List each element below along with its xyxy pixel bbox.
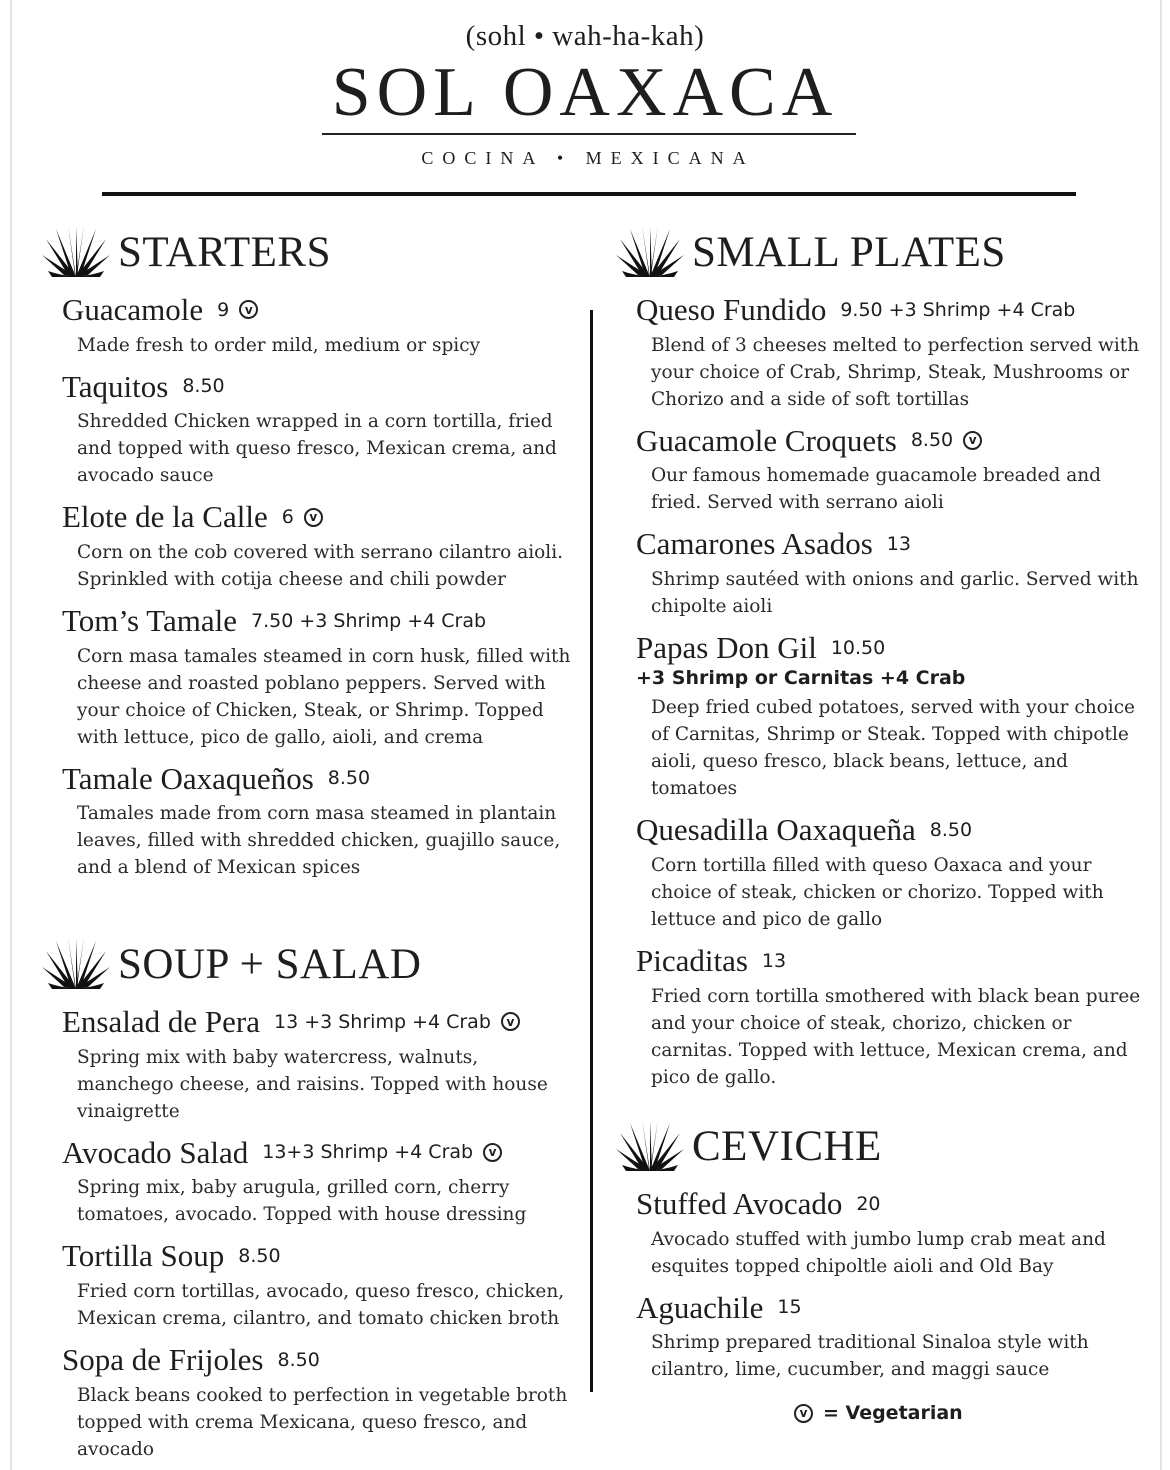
menu-item-header <box>636 526 1154 562</box>
vegetarian-icon: v <box>501 1012 520 1031</box>
menu-item-price: 10.50 <box>830 636 886 659</box>
menu-item-name: Sopa de Frijoles <box>62 1341 264 1377</box>
menu-item-description: Our famous homemade guacamole breaded and fried. Served with serrano aioli <box>651 465 1102 514</box>
menu-item-description: Blend of 3 cheeses melted to perfection served with your choice of Crab, Shrimp, Steak, Mushrooms or Chorizo and a side of soft tortillas <box>651 334 1140 410</box>
header-rule <box>102 192 1076 196</box>
menu-item-name: Guacamole Croquets <box>636 422 897 458</box>
section-title: STARTERS <box>118 228 332 276</box>
menu-item-price: 8.50 <box>929 819 973 842</box>
menu-item-header <box>636 1186 1154 1222</box>
menu-item-header <box>62 603 575 639</box>
starters-section <box>40 222 575 881</box>
agave-icon <box>40 937 112 991</box>
menu-item-price: 13 <box>886 533 911 556</box>
page-border-left <box>10 0 12 1470</box>
menu-item-header <box>636 812 1154 848</box>
menu-item-name: Aguachile <box>636 1289 764 1325</box>
menu-item <box>40 761 575 882</box>
menu-item <box>40 1238 575 1332</box>
vegetarian-icon: v <box>304 508 323 527</box>
section-header <box>614 222 1154 282</box>
menu-item-header <box>62 1238 575 1274</box>
soup-salad-section <box>40 934 575 1463</box>
menu-item-description: Spring mix, baby arugula, grilled corn, cherry tomatoes, avocado. Topped with house dressing <box>77 1177 527 1226</box>
menu-item-description: Avocado stuffed with jumbo lump crab meat and esquites topped chipoltle aioli and Old Bay <box>651 1228 1106 1277</box>
menu-item <box>614 630 1154 802</box>
menu-item-header <box>636 943 1154 979</box>
menu-item <box>614 812 1154 933</box>
menu-item-price: 8.50 <box>182 375 225 398</box>
menu-item <box>40 1004 575 1125</box>
menu-item-name: Stuffed Avocado <box>636 1186 843 1221</box>
menu-item-name: Camarones Asados <box>636 526 873 562</box>
menu-item-price: 20 <box>856 1192 881 1215</box>
menu-item-description: Shrimp prepared traditional Sinaloa style with cilantro, lime, cucumber, and maggi sauce <box>651 1332 1089 1381</box>
menu-item-price: 13+3 Shrimp +4 Crab <box>262 1141 474 1164</box>
tagline: COCINA • MEXICANA <box>421 148 755 168</box>
menu-item-name: Ensalad de Pera <box>62 1004 260 1039</box>
section-title: SOUP + SALAD <box>118 940 422 988</box>
brand-title: SOL OAXACA <box>331 54 839 131</box>
menu-item-header <box>62 761 575 797</box>
menu-item-header <box>636 423 1154 459</box>
vegetarian-icon: v <box>963 431 982 450</box>
section-header <box>40 934 575 994</box>
pronunciation: (sohl • wah-ha-kah) <box>465 20 705 52</box>
menu-item-price: 8.50 <box>910 429 954 452</box>
section-title: CEVICHE <box>692 1122 882 1170</box>
small-plates-section <box>614 222 1154 1091</box>
menu-item <box>40 603 575 751</box>
menu-item-description: Tamales made from corn masa steamed in plantain leaves, filled with shredded chicken, guajillo sauce, and a blend of Mexican spices <box>77 803 561 879</box>
menu-item-price: 8.50 <box>277 1348 320 1371</box>
menu-item-header <box>62 292 575 328</box>
menu-item-name: Tamale Oaxaqueños <box>62 760 314 796</box>
menu-item <box>614 526 1154 620</box>
menu-item-description: Fried corn tortillas, avocado, queso fresco, chicken, Mexican crema, cilantro, and tomato chicken broth <box>77 1280 565 1329</box>
menu-item-header <box>62 1342 575 1378</box>
item-list <box>40 1004 575 1463</box>
item-list <box>614 1186 1154 1383</box>
menu-item-name: Elote de la Calle <box>62 499 268 535</box>
menu-item-price: 13 <box>761 949 787 972</box>
menu-item-addons: +3 Shrimp or Carnitas +4 Crab <box>636 666 966 689</box>
menu-item <box>40 1135 575 1229</box>
vegetarian-icon: v <box>239 300 258 319</box>
menu-item-header <box>636 292 1154 328</box>
menu-item-header <box>62 499 575 535</box>
menu-item <box>40 499 575 593</box>
item-list <box>40 292 575 881</box>
menu-item-name: Picaditas <box>636 942 748 978</box>
menu-item-name: Papas Don Gil <box>636 629 817 665</box>
menu-item-price: 6 <box>281 506 294 529</box>
menu-item <box>614 423 1154 517</box>
menu-item-name: Taquitos <box>62 368 169 404</box>
ceviche-section <box>614 1116 1154 1383</box>
menu-item <box>40 369 575 490</box>
page-border-right <box>1160 0 1162 1470</box>
vegetarian-icon: v <box>483 1143 502 1162</box>
section-header <box>40 222 575 282</box>
menu-item-price: 9 <box>217 298 230 321</box>
menu-item-price: 7.50 +3 Shrimp +4 Crab <box>251 609 487 632</box>
menu-item-price: 8.50 <box>238 1245 281 1268</box>
agave-icon <box>40 225 112 279</box>
menu-item <box>614 1290 1154 1384</box>
menu-item-header <box>636 1290 1154 1326</box>
menu-item <box>40 292 575 359</box>
menu-item-description: Corn on the cob covered with serrano cilantro aioli. Sprinkled with cotija cheese and chili powder <box>77 541 563 590</box>
menu-item-description: Shrimp sautéed with onions and garlic. Served with chipolte aioli <box>651 568 1139 617</box>
menu-item-name: Quesadilla Oaxaqueña <box>636 812 916 848</box>
menu-item-description: Corn tortilla filled with queso Oaxaca and your choice of steak, chicken or chorizo. Topped with lettuce and pico de gallo <box>651 854 1104 930</box>
menu-item-description: Black beans cooked to perfection in vegetable broth topped with crema Mexicana, queso fresco, and avocado <box>77 1384 568 1460</box>
menu-item-header <box>62 369 575 405</box>
section-title: SMALL PLATES <box>692 228 1006 276</box>
menu-item-description: Spring mix with baby watercress, walnuts, manchego cheese, and raisins. Topped with house vinaigrette <box>77 1046 548 1122</box>
item-list <box>614 292 1154 1091</box>
menu-item <box>614 1186 1154 1280</box>
vegetarian-legend <box>794 1402 963 1424</box>
agave-icon <box>614 225 686 279</box>
menu-item-description: Shredded Chicken wrapped in a corn tortilla, fried and topped with queso fresco, Mexican crema, and avocado sauce <box>77 411 557 487</box>
legend-label: = Vegetarian <box>823 1402 963 1424</box>
menu-item <box>614 943 1154 1091</box>
menu-item-name: Avocado Salad <box>62 1134 249 1170</box>
brand-underline <box>322 133 856 135</box>
vegetarian-icon: v <box>794 1404 813 1423</box>
menu-item-name: Guacamole <box>62 292 204 327</box>
menu-item-name: Queso Fundido <box>636 292 827 327</box>
menu-item-price: 9.50 +3 Shrimp +4 Crab <box>840 298 1076 321</box>
section-header <box>614 1116 1154 1176</box>
menu-item-price: 15 <box>777 1296 802 1319</box>
menu-item <box>40 1342 575 1463</box>
column-divider <box>590 310 593 1392</box>
menu-item-price: 13 +3 Shrimp +4 Crab <box>273 1010 491 1033</box>
menu-item-description: Corn masa tamales steamed in corn husk, filled with cheese and roasted poblano peppers. Served with your choice of Chicken, Steak, or Shrimp. Topped with lettuce, pico de gallo, aioli, and crema <box>77 645 571 748</box>
menu-item-header <box>62 1135 575 1171</box>
menu-item-price: 8.50 <box>327 767 371 790</box>
menu-item <box>614 292 1154 413</box>
menu-item-header <box>636 630 1154 690</box>
menu-item-name: Tom’s Tamale <box>62 602 238 638</box>
agave-icon <box>614 1119 686 1173</box>
menu-item-description: Deep fried cubed potatoes, served with your choice of Carnitas, Shrimp or Steak. Topped with chipotle aioli, queso fresco, black beans, lettuce, and tomatoes <box>651 697 1135 800</box>
menu-item-header <box>62 1004 575 1040</box>
menu-item-description: Made fresh to order mild, medium or spicy <box>77 334 481 356</box>
menu-item-description: Fried corn tortilla smothered with black bean puree and your choice of steak, chorizo, chicken or carnitas. Topped with lettuce, Mexican crema, and pico de gallo. <box>651 985 1141 1088</box>
menu-item-name: Tortilla Soup <box>62 1238 225 1274</box>
